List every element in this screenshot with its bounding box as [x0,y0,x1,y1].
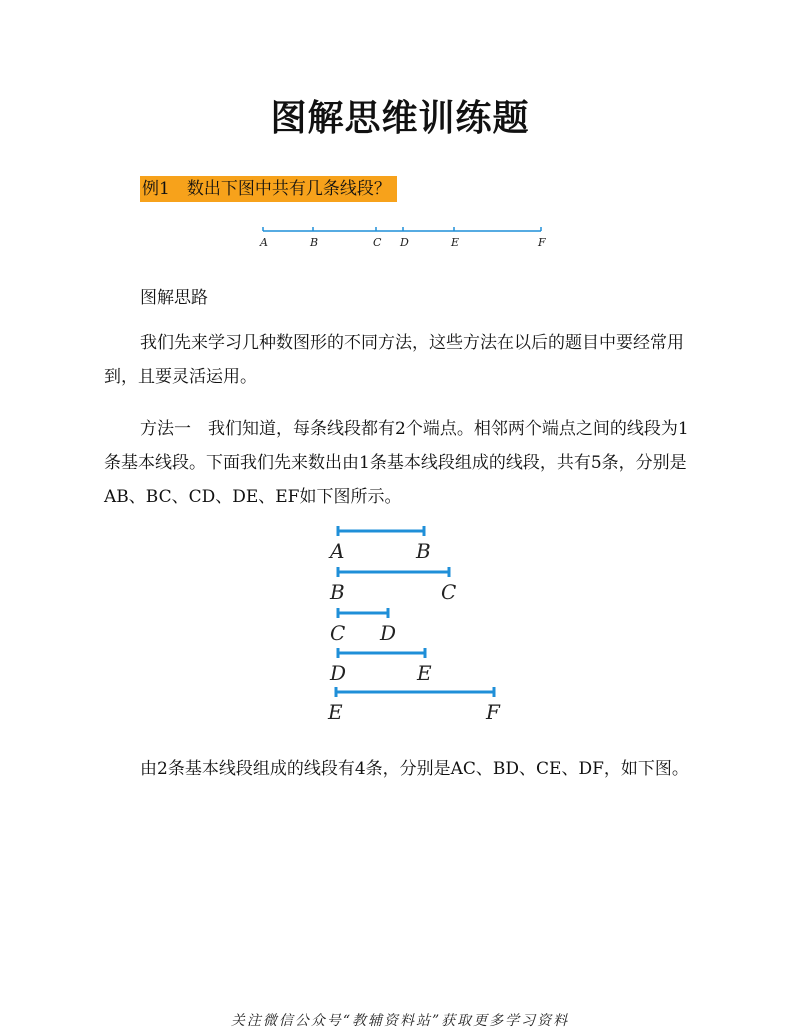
segment-bc [329,567,456,604]
segment-label-end: C [441,580,457,604]
paragraph-two-segments: 由2条基本线段组成的线段有4条，分别是AC、BD、CE、DF，如下图。 [140,759,689,779]
segment-label-start: B [330,580,345,604]
segment-label-start: D [330,661,347,685]
point-label-a: A [260,236,268,249]
segment-label-start: A [330,539,345,563]
point-label-f: F [538,236,546,249]
paragraph-intro: 我们先来学习几种数图形的不同方法，这些方法在以后的题目中要经常用到，且要灵活运用。 [104,333,684,387]
example-heading: 例1 数出下图中共有几条线段？ [140,176,397,202]
point-label-b: B [310,236,319,249]
segment-label-start: C [330,621,346,645]
segment-ab [328,526,431,563]
point-label-d: D [400,236,409,249]
segment-de [329,648,432,685]
page-title: 图解思维训练题 [270,98,530,139]
point-label-c: C [373,236,382,249]
segment-ef [327,687,501,724]
section-heading: 图解思路 [140,288,208,308]
footer-note: 关注微信公众号“教辅资料站”获取更多学习资料 [230,1013,570,1029]
point-label-e: E [451,236,460,249]
segment-label-end: B [416,539,431,563]
segment-label-end: F [486,700,500,724]
segment-label-end: E [417,661,432,685]
segment-label-end: D [380,621,397,645]
segment-cd [330,608,396,645]
paragraph-method-one: 方法一 我们知道，每条线段都有2个端点。相邻两个端点之间的线段为1条基本线段。下面我们先来数出由1条基本线段组成的线段，共有5条，分别是AB、BC、CD、DE、EF如下图所示。 [104,419,689,507]
segment-label-start: E [328,700,343,724]
